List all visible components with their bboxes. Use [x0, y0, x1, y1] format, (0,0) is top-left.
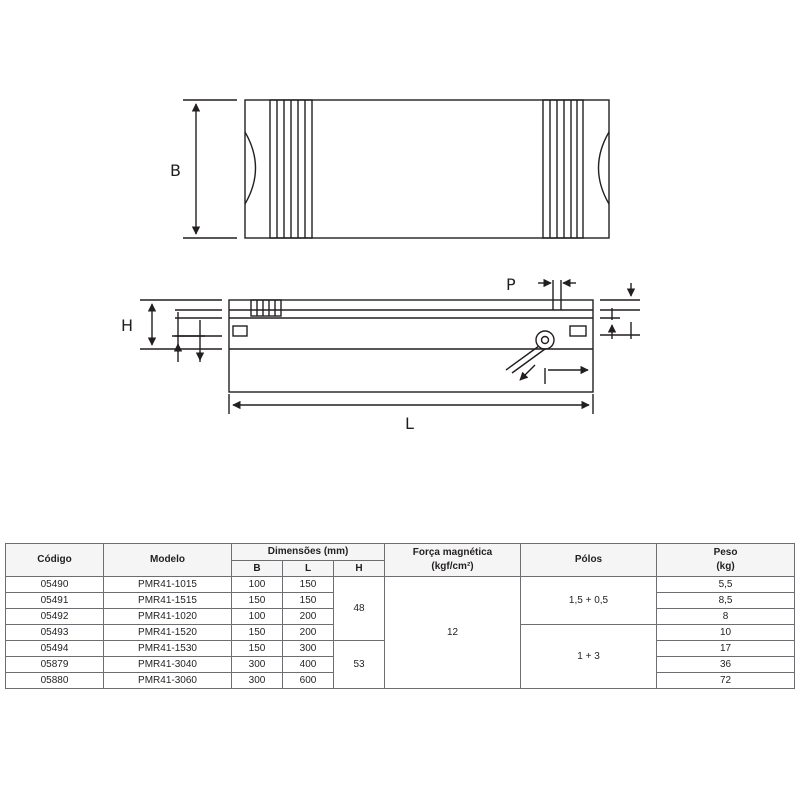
cell-l: 150	[283, 593, 334, 609]
dimension-right	[600, 283, 640, 339]
header-polos: Pólos	[521, 544, 657, 577]
top-view	[245, 100, 609, 238]
header-codigo: Código	[6, 544, 104, 577]
cell-peso: 72	[657, 673, 795, 689]
label-b: B	[170, 161, 181, 180]
cell-h-group: 48	[334, 577, 385, 641]
cell-peso: 8,5	[657, 593, 795, 609]
header-b: B	[232, 561, 283, 577]
header-forca-line1: Força magnética	[412, 547, 493, 558]
cell-codigo: 05494	[6, 641, 104, 657]
cell-l: 150	[283, 577, 334, 593]
cell-peso: 5,5	[657, 577, 795, 593]
header-peso	[657, 544, 795, 577]
header-dimensoes: Dimensões (mm)	[232, 544, 385, 561]
cell-modelo: PMR41-1015	[104, 577, 232, 593]
cell-modelo: PMR41-1530	[104, 641, 232, 657]
header-l: L	[283, 561, 334, 577]
table-row	[6, 577, 795, 593]
cell-l: 300	[283, 641, 334, 657]
dimension-lever	[520, 365, 588, 384]
header-peso-line2: (kg)	[716, 561, 735, 572]
cell-b: 300	[232, 657, 283, 673]
cell-peso: 17	[657, 641, 795, 657]
cell-peso: 8	[657, 609, 795, 625]
cell-modelo: PMR41-3060	[104, 673, 232, 689]
header-row	[6, 544, 795, 561]
cell-forca: 12	[385, 577, 521, 689]
spec-table	[5, 543, 795, 689]
side-view	[229, 280, 593, 392]
cell-codigo: 05491	[6, 593, 104, 609]
header-forca	[385, 544, 521, 577]
cell-b: 300	[232, 673, 283, 689]
cell-modelo: PMR41-3040	[104, 657, 232, 673]
cell-modelo: PMR41-1515	[104, 593, 232, 609]
cell-modelo: PMR41-1020	[104, 609, 232, 625]
header-h: H	[334, 561, 385, 577]
label-h: H	[121, 316, 134, 335]
cell-polos-group: 1 + 3	[521, 625, 657, 689]
cell-b: 150	[232, 625, 283, 641]
cell-b: 100	[232, 609, 283, 625]
header-modelo: Modelo	[104, 544, 232, 577]
cell-peso: 36	[657, 657, 795, 673]
cell-codigo: 05493	[6, 625, 104, 641]
header-peso-line1: Peso	[713, 547, 738, 558]
label-l: L	[405, 414, 414, 433]
cell-b: 100	[232, 577, 283, 593]
cell-polos-group: 1,5 + 0,5	[521, 577, 657, 625]
header-forca-line2: (kgf/cm²)	[431, 561, 474, 572]
dimension-l	[229, 394, 593, 414]
cell-l: 200	[283, 625, 334, 641]
cell-codigo: 05490	[6, 577, 104, 593]
cell-b: 150	[232, 641, 283, 657]
dimension-h	[140, 300, 222, 362]
cell-l: 600	[283, 673, 334, 689]
cell-peso: 10	[657, 625, 795, 641]
cell-codigo: 05879	[6, 657, 104, 673]
label-p: P	[506, 275, 516, 294]
cell-modelo: PMR41-1520	[104, 625, 232, 641]
cell-l: 200	[283, 609, 334, 625]
cell-codigo: 05492	[6, 609, 104, 625]
cell-codigo: 05880	[6, 673, 104, 689]
dimension-b	[183, 100, 237, 238]
cell-b: 150	[232, 593, 283, 609]
cell-l: 400	[283, 657, 334, 673]
cell-h-group: 53	[334, 641, 385, 689]
